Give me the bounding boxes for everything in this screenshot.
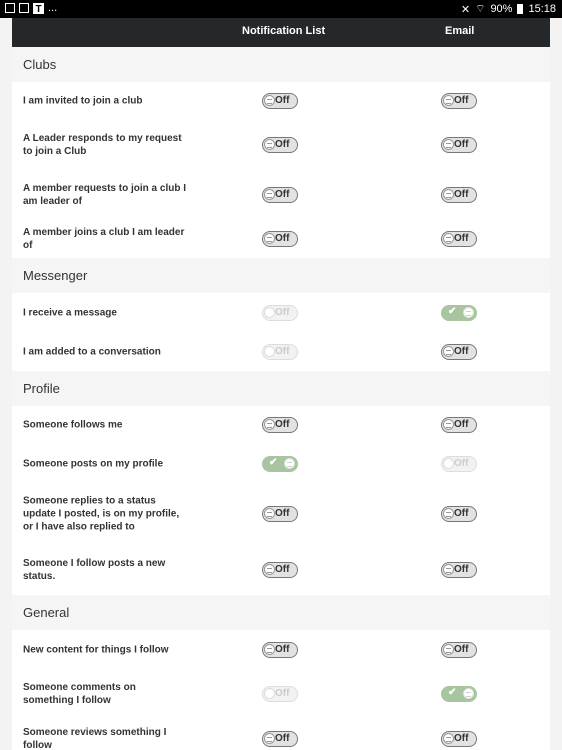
section-title: General [23,605,70,620]
t-app-icon: T [33,3,44,14]
setting-label: Someone follows me [23,419,123,431]
toggle-off-label: Off [454,643,469,655]
toggle-knob [264,189,275,200]
notification-list-toggle [262,344,298,360]
toggle-knob [443,139,454,150]
toggle-off-label: Off [275,306,290,318]
setting-row [12,219,550,258]
notification-list-toggle [262,686,298,702]
toggle-off-label: Off [275,345,290,357]
toggle-off-label: Off [454,139,469,150]
image-notification-icon [5,3,15,13]
email-toggle[interactable] [441,642,477,658]
section-header [12,595,550,630]
toggle-off-label: Off [454,457,469,469]
toggle-knob [443,564,454,575]
toggle-off-label: Off [454,232,469,244]
toggle-off-label: Off [275,643,290,655]
table-header [12,18,550,47]
status-bar-left [5,2,57,14]
toggle-knob [264,564,275,575]
email-toggle[interactable] [441,305,477,321]
toggle-knob [264,644,275,655]
setting-row [12,444,550,483]
email-toggle[interactable] [441,686,477,702]
wifi-icon: ⌔ [475,3,486,15]
toggle-off-label: Off [454,732,469,744]
toggle-off-label: Off [275,564,290,575]
setting-row [12,719,550,750]
toggle-off-label: Off [454,508,469,519]
notification-list-toggle[interactable] [262,417,298,433]
toggle-off-label: Off [454,419,469,430]
battery-percent: 90% [490,3,513,15]
email-toggle[interactable] [441,417,477,433]
toggle-knob [264,688,275,699]
toggle-off-label: Off [275,508,290,519]
toggle-knob [443,346,454,357]
notification-list-toggle[interactable] [262,93,298,109]
notification-list-toggle[interactable] [262,231,298,247]
setting-label: I am invited to join a club [23,95,143,107]
setting-row [12,82,550,120]
section-title: Clubs [23,57,57,72]
setting-label: A member joins a club I am leader of [23,226,185,251]
email-toggle[interactable] [441,506,477,522]
email-toggle[interactable] [441,187,477,203]
email-toggle[interactable] [441,344,477,360]
toggle-knob [264,95,275,106]
notification-list-toggle[interactable] [262,731,298,747]
setting-row [12,293,550,332]
notification-list-toggle[interactable] [262,137,298,153]
email-toggle[interactable] [441,231,477,247]
setting-label: Someone comments on something I follow [23,682,136,706]
email-toggle[interactable] [441,731,477,747]
toggle-knob [443,95,454,106]
upload-notification-icon [19,3,29,13]
toggle-off-label: Off [454,188,469,200]
toggle-off-label: Off [454,564,469,575]
notification-list-toggle[interactable] [262,456,298,472]
toggle-knob [264,508,275,519]
toggle-off-label: Off [275,188,290,200]
more-notifications-ellipsis: ... [48,2,58,14]
setting-row [12,545,550,595]
setting-label: New content for things I follow [23,644,169,655]
toggle-knob [443,508,454,519]
toggle-knob [264,307,275,318]
toggle-knob [443,419,454,430]
setting-label: Someone reviews something I follow [23,726,167,750]
setting-label: Someone posts on my profile [23,458,164,469]
toggle-off-label: Off [275,419,290,430]
setting-row [12,483,550,545]
setting-label: A member requests to join a club I am leader of [23,182,186,207]
setting-row [12,120,550,170]
setting-row [12,630,550,669]
notification-settings-panel [12,18,550,750]
setting-label: I am added to a conversation [23,346,161,357]
check-icon: ✔ [448,305,457,317]
email-toggle[interactable] [441,137,477,153]
toggle-knob [264,139,275,150]
section-header [12,258,550,293]
section-header [12,47,550,82]
notification-list-toggle[interactable] [262,187,298,203]
notification-list-column-header: Notification List [242,25,326,37]
status-bar-right [461,2,556,16]
setting-label: Someone I follow posts a new status. [23,558,166,582]
toggle-knob [443,458,454,469]
settings-body [12,47,550,750]
toggle-off-label: Off [275,732,290,744]
toggle-off-label: Off [275,139,290,150]
toggle-knob [264,346,275,357]
toggle-knob [264,233,275,244]
toggle-knob [443,233,454,244]
email-toggle[interactable] [441,93,477,109]
email-toggle [441,456,477,472]
setting-row [12,332,550,371]
section-header [12,371,550,406]
notification-list-toggle[interactable] [262,562,298,578]
toggle-knob [463,688,474,699]
toggle-knob [284,458,295,469]
section-title: Profile [23,381,60,396]
setting-row [12,170,550,219]
toggle-knob [264,733,275,744]
notification-list-toggle [262,305,298,321]
toggle-knob [443,733,454,744]
toggle-off-label: Off [454,345,469,357]
check-icon: ✔ [448,687,457,698]
email-toggle[interactable] [441,562,477,578]
setting-label: Someone replies to a status update I posted, is on my profile, or I have also replied to [23,495,180,533]
setting-label: A Leader responds to my request to join a Club [23,133,182,157]
check-icon: ✔ [269,456,278,468]
toggle-off-label: Off [275,95,290,106]
toggle-knob [264,419,275,430]
status-bar [0,0,562,18]
toggle-off-label: Off [454,95,469,106]
clock: 15:18 [528,3,556,15]
mute-icon: ✕ [460,3,471,16]
toggle-knob [463,307,474,318]
toggle-off-label: Off [275,232,290,244]
setting-row [12,669,550,719]
setting-row [12,406,550,444]
section-title: Messenger [23,268,88,283]
toggle-off-label: Off [275,688,290,699]
toggle-knob [443,189,454,200]
battery-icon [517,4,523,14]
toggle-knob [443,644,454,655]
email-column-header: Email [445,25,475,37]
notification-list-toggle[interactable] [262,642,298,658]
setting-label: I receive a message [23,307,117,318]
notification-list-toggle[interactable] [262,506,298,522]
